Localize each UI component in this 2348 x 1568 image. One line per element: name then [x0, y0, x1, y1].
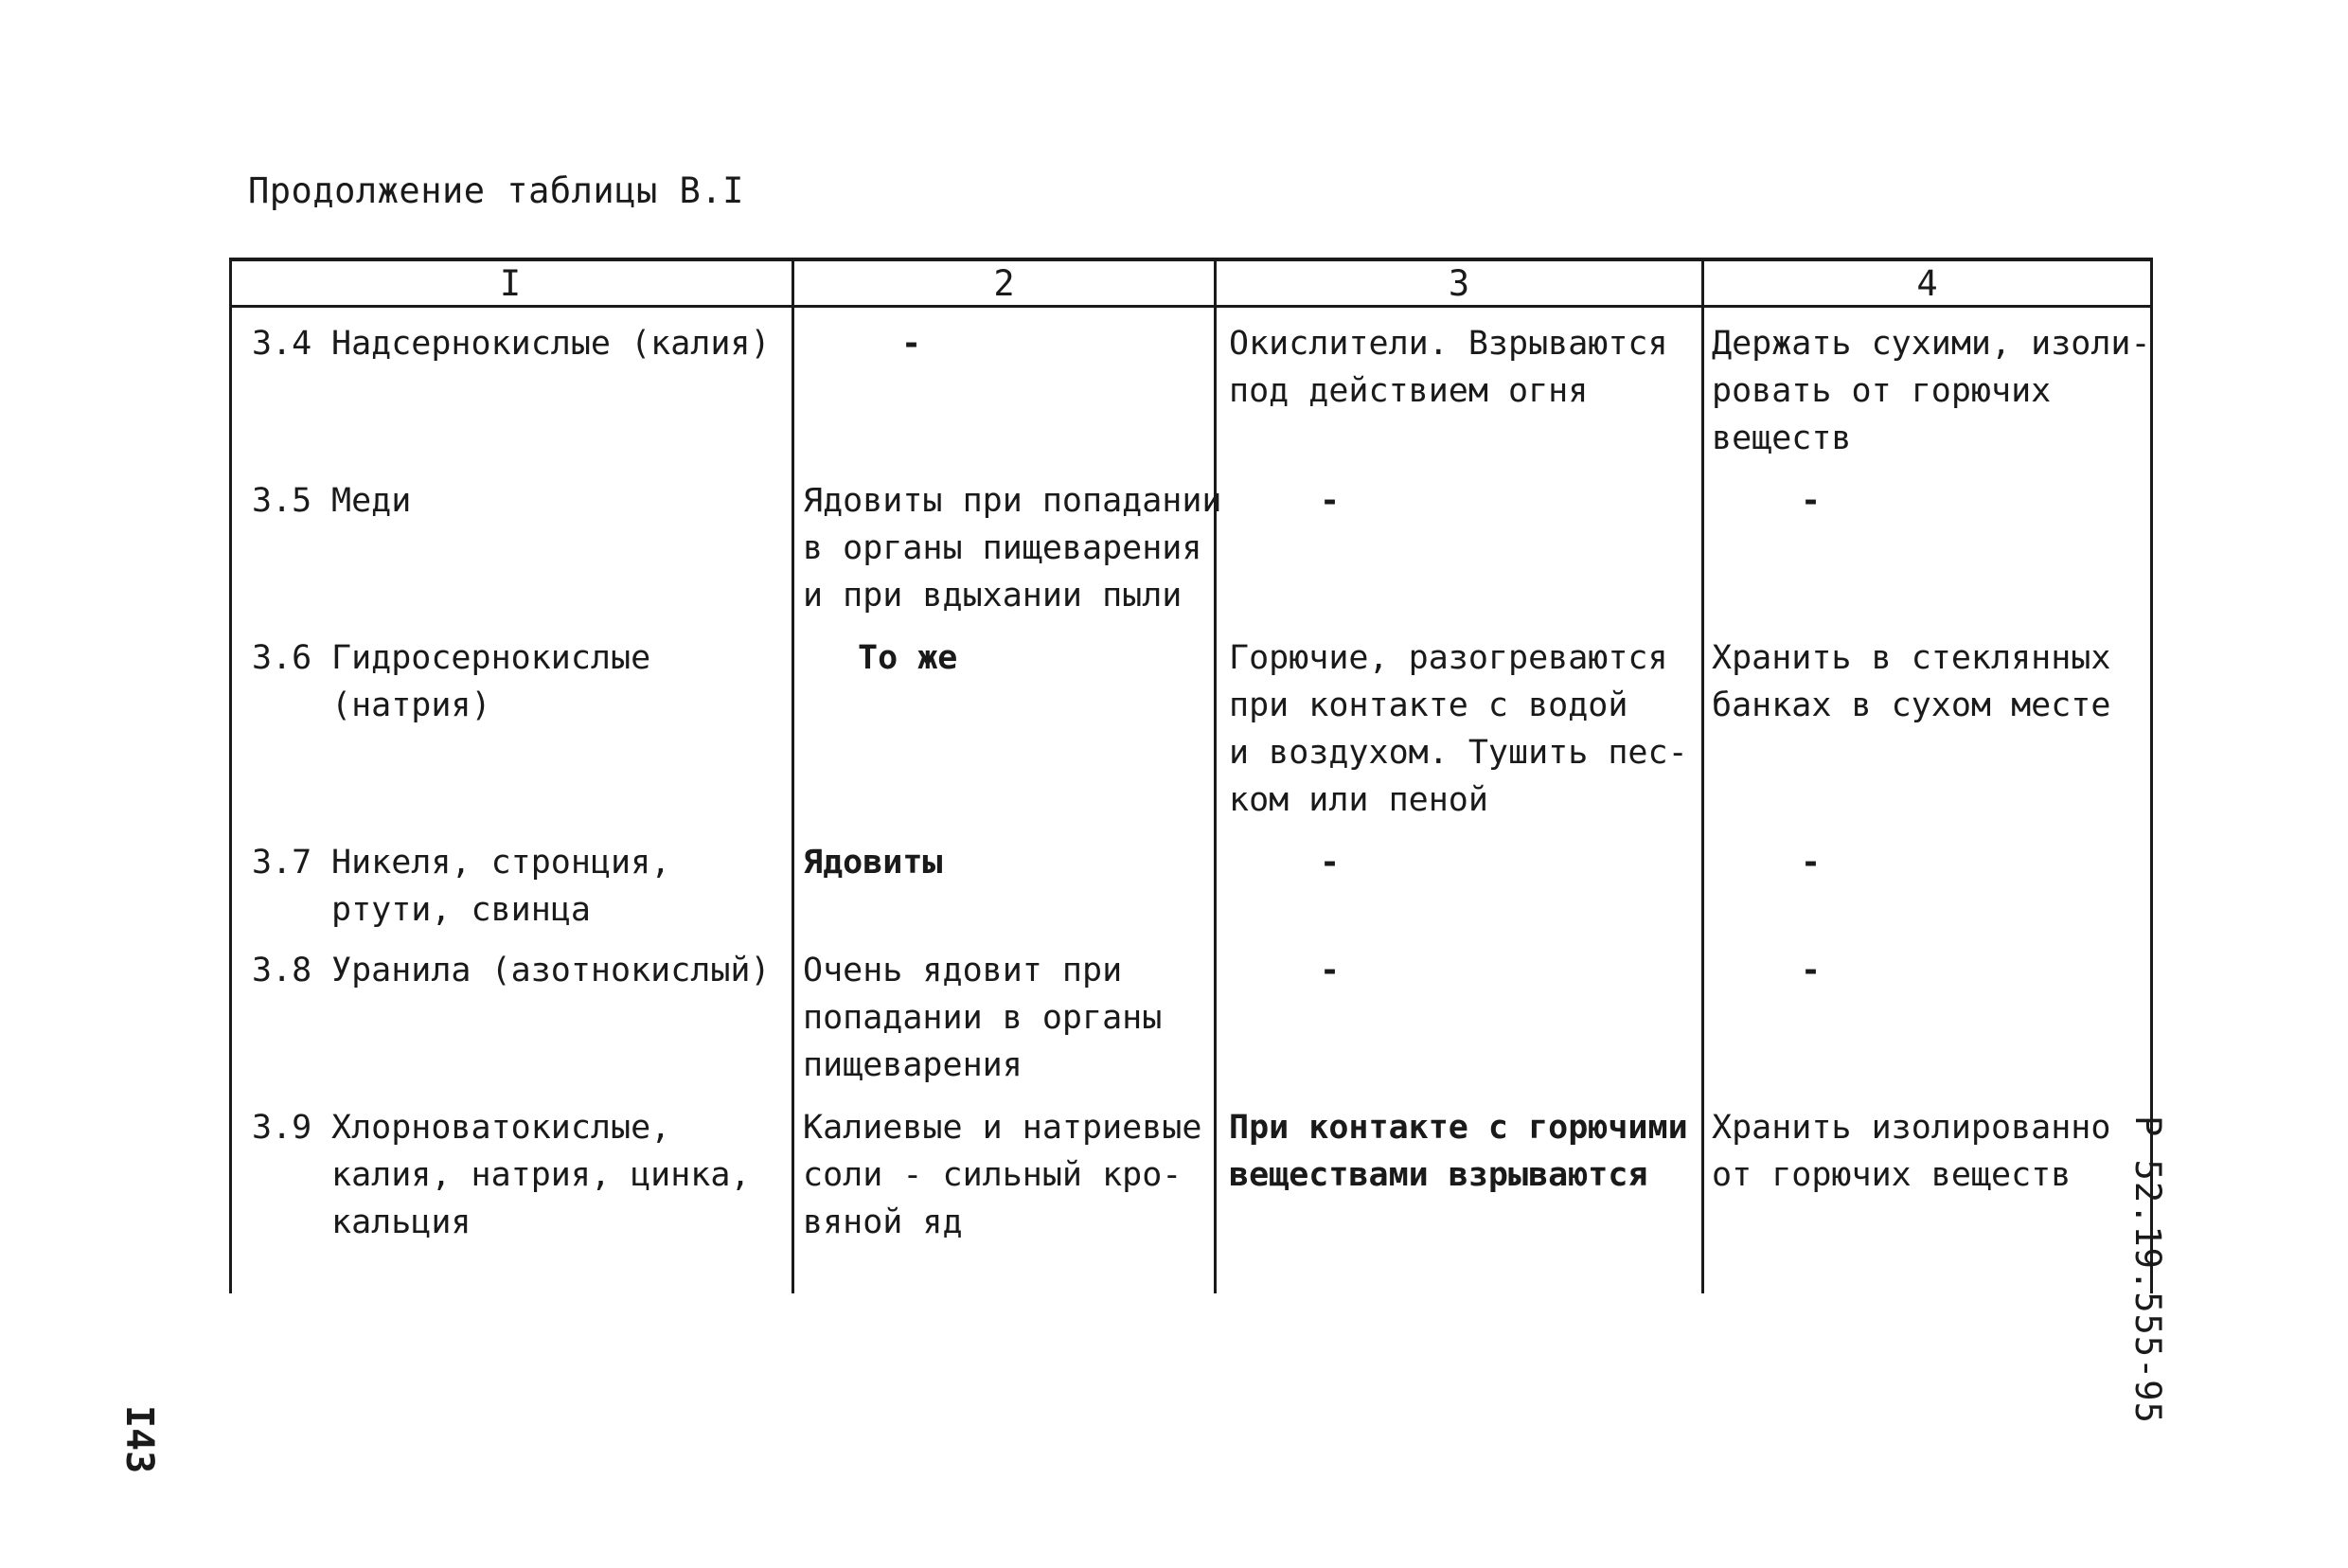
header-col-1: I	[499, 263, 522, 304]
table-caption: Продолжение таблицы В.I	[248, 170, 744, 211]
col4-value: Хранить в стеклянных банках в сухом месте	[1712, 639, 2111, 724]
substance-name: Надсернокислые (калия)	[331, 325, 771, 363]
col3-value: -	[1320, 482, 1341, 520]
row-number: 3.5	[252, 482, 312, 520]
col3-value: При контакте с горючими веществами взрываются	[1229, 1109, 1688, 1194]
col3-value: Горючие, разогреваются при контакте с водой и воздухом. Тушить пес- ком или пеной	[1229, 639, 1688, 819]
substance-name: Никеля, стронция, ртути, свинца	[331, 844, 671, 929]
col4-value: Держать сухими, изоли- ровать от горючих веществ	[1712, 325, 2151, 457]
header-col-3: 3	[1448, 263, 1470, 304]
col4-value: -	[1801, 952, 1822, 989]
substances-table	[229, 258, 2153, 1293]
col2-value: Очень ядовит при попадании в органы пищеварения	[803, 952, 1163, 1084]
col3-value: Окислители. Взрываются под действием огня	[1229, 325, 1668, 410]
substance-name: Меди	[331, 482, 412, 520]
header-col-2: 2	[993, 263, 1015, 304]
row-number: 3.6	[252, 639, 312, 677]
row-number: 3.9	[252, 1109, 312, 1147]
substance-name: Гидросернокислые (натрия)	[331, 639, 651, 724]
col4-value: -	[1801, 844, 1822, 882]
col3-value: -	[1320, 844, 1341, 882]
col2-value: -	[901, 325, 922, 363]
col2-value: Ядовиты	[803, 844, 943, 882]
col3-value: -	[1320, 952, 1341, 989]
table-top-border	[229, 258, 2153, 261]
column-divider-3	[1701, 258, 1704, 1293]
column-divider-2	[1214, 258, 1217, 1293]
table-header-border	[229, 305, 2153, 308]
page-number: I43	[117, 1405, 161, 1474]
col2-value: То же	[858, 639, 958, 677]
row-number: 3.8	[252, 952, 312, 989]
row-number: 3.7	[252, 844, 312, 882]
col4-value: -	[1801, 482, 1822, 520]
row-number: 3.4	[252, 325, 312, 363]
substance-name: Хлорноватокислые, калия, натрия, цинка, кальция	[331, 1109, 751, 1241]
header-col-4: 4	[1916, 263, 1938, 304]
col2-value: Ядовиты при попадании в органы пищеварения и при вдыхании пыли	[803, 482, 1222, 615]
table-left-border	[229, 258, 232, 1293]
col4-value: Хранить изолированно от горючих веществ	[1712, 1109, 2111, 1194]
col2-value: Калиевые и натриевые соли - сильный кро- вяной яд	[803, 1109, 1202, 1241]
column-divider-1	[792, 258, 794, 1293]
substance-name: Уранила (азотнокислый)	[331, 952, 771, 989]
document-code: Р 52.19.555-95	[2127, 1115, 2168, 1424]
